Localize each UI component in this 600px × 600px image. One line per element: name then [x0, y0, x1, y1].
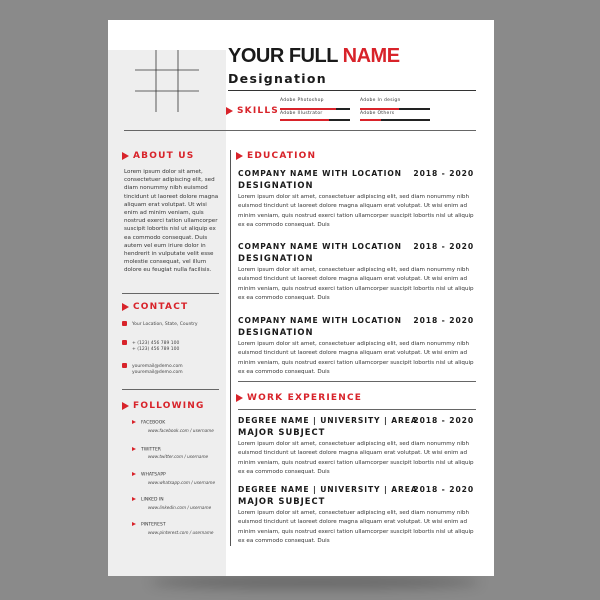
mail-icon [122, 363, 127, 368]
about-divider [122, 293, 219, 294]
follow-whatsapp[interactable]: WHATSAPP [132, 472, 166, 478]
resume-page [108, 20, 494, 576]
triangle-icon [132, 522, 136, 526]
work-heading: WORK EXPERIENCE [236, 393, 362, 403]
education-2-text: Lorem ipsum dolor sit amet, consectetuer adipiscing elit, sed diam nonummy nibh euismod tincidunt ut laoreet dolore magna aliquam erat volutpat. Ut wisi enim ad minim veniam, quis nostrud exerci tation ullamcorper suscipit lobortis nisl ut aliquip ex ea commodo consequat. Duis [238, 267, 474, 302]
photo-placeholder [135, 50, 199, 112]
skill-fill [360, 119, 381, 121]
contact-divider [122, 389, 219, 390]
triangle-icon [122, 152, 129, 160]
full-name: YOUR FULL NAME [228, 45, 400, 67]
work-2-title: DEGREE NAME | UNIVERSITY | AREA [238, 485, 418, 494]
education-2-title: COMPANY NAME WITH LOCATION [238, 242, 402, 251]
follow-whatsapp-url[interactable]: www.whatsapp.com / username [148, 480, 216, 485]
skill-others: Adobe Others [360, 111, 395, 116]
triangle-icon [132, 497, 136, 501]
following-heading: FOLLOWING [122, 401, 205, 411]
follow-pinterest[interactable]: PINTEREST [132, 522, 166, 528]
sidebar [108, 50, 226, 576]
skill-fill [280, 108, 336, 110]
skill-photoshop: Adobe Photoshop [280, 98, 324, 103]
column-divider [230, 150, 231, 546]
follow-pinterest-url[interactable]: www.pinterest.com / username [148, 530, 214, 535]
contact-email: youremail@demo.com youremail@demo.com [122, 363, 183, 376]
follow-linkedin[interactable]: LINKED IN [132, 497, 164, 503]
education-2-designation: DESIGNATION [238, 253, 314, 263]
education-2-years: 2018 - 2020 [413, 242, 474, 251]
skill-fill [360, 108, 399, 110]
follow-facebook-url[interactable]: www.facebook.com / username [148, 428, 214, 433]
education-3-designation: DESIGNATION [238, 327, 314, 337]
skill-fill [280, 119, 329, 121]
skill-bar-others [360, 119, 430, 121]
follow-linkedin-url[interactable]: www.linkedin.com / username [148, 505, 212, 510]
work-heading-rule [238, 409, 476, 410]
follow-twitter[interactable]: TWITTER [132, 447, 161, 453]
follow-twitter-url[interactable]: www.twitter.com / username [148, 454, 209, 459]
about-text: Lorem ipsum dolor sit amet, consectetuer adipiscing elit, sed diam nonummy nibh euismod tincidunt ut laoreet dolore magna aliquam erat volutpat. Ut wisi enim ad minim veniam, quis nostrud exerci tation ullamcorper suscipit lobortis nisl ut aliquip ex ea commodo consequat. Duis autem vel eum iriure dolor in hendrerit in vulputate velit esse molestie consequat, vel illum dolore eu feugiat nulla facilisis. [124, 169, 219, 274]
education-1-years: 2018 - 2020 [413, 169, 474, 178]
about-heading: ABOUT US [122, 151, 194, 161]
work-1-subject: MAJOR SUBJECT [238, 427, 326, 437]
home-icon [122, 321, 127, 326]
triangle-icon [226, 107, 233, 115]
work-1-title: DEGREE NAME | UNIVERSITY | AREA [238, 416, 418, 425]
top-divider [124, 130, 476, 131]
education-heading: EDUCATION [236, 151, 316, 161]
page-shadow [150, 575, 480, 589]
education-3-title: COMPANY NAME WITH LOCATION [238, 316, 402, 325]
contact-location: Your Location, State, Country [122, 321, 198, 328]
skill-illustrator: Adobe Illustrator [280, 111, 323, 116]
education-1-designation: DESIGNATION [238, 180, 314, 190]
header-rule [228, 90, 476, 91]
skill-bar-photoshop [280, 108, 350, 110]
skill-bar-illustrator [280, 119, 350, 121]
education-1-title: COMPANY NAME WITH LOCATION [238, 169, 402, 178]
education-3-text: Lorem ipsum dolor sit amet, consectetuer adipiscing elit, sed diam nonummy nibh euismod tincidunt ut laoreet dolore magna aliquam erat volutpat. Ut wisi enim ad minim veniam, quis nostrud exerci tation ullamcorper suscipit lobortis nisl ut aliquip ex ea commodo consequat. Duis [238, 341, 474, 376]
triangle-icon [236, 152, 243, 160]
triangle-icon [132, 472, 136, 476]
triangle-icon [122, 303, 129, 311]
triangle-icon [122, 402, 129, 410]
work-2-text: Lorem ipsum dolor sit amet, consectetuer adipiscing elit, sed diam nonummy nibh euismod tincidunt ut laoreet dolore magna aliquam erat volutpat. Ut wisi enim ad minim veniam, quis nostrud exerci tation ullamcorper suscipit lobortis nisl ut aliquip ex ea commodo consequat. Duis [238, 510, 474, 545]
skill-indesign: Adobe In design [360, 98, 401, 103]
education-3-years: 2018 - 2020 [413, 316, 474, 325]
education-1-text: Lorem ipsum dolor sit amet, consectetuer adipiscing elit, sed diam nonummy nibh euismod tincidunt ut laoreet dolore magna aliquam erat volutpat. Ut wisi enim ad minim veniam, quis nostrud exerci tation ullamcorper suscipit lobortis nisl ut aliquip ex ea commodo consequat. Duis [238, 194, 474, 229]
work-1-years: 2018 - 2020 [413, 416, 474, 425]
contact-heading: CONTACT [122, 302, 188, 312]
triangle-icon [132, 447, 136, 451]
triangle-icon [236, 394, 243, 402]
designation: Designation [228, 71, 327, 86]
work-2-subject: MAJOR SUBJECT [238, 496, 326, 506]
phone-icon [122, 340, 127, 345]
triangle-icon [132, 420, 136, 424]
skill-bar-indesign [360, 108, 430, 110]
work-2-years: 2018 - 2020 [413, 485, 474, 494]
contact-phone: + (123) 456 789 100 + (123) 456 789 100 [122, 340, 179, 353]
education-divider [238, 381, 476, 382]
follow-facebook[interactable]: FACEBOOK [132, 420, 165, 426]
work-1-text: Lorem ipsum dolor sit amet, consectetuer adipiscing elit, sed diam nonummy nibh euismod tincidunt ut laoreet dolore magna aliquam erat volutpat. Ut wisi enim ad minim veniam, quis nostrud exerci tation ullamcorper suscipit lobortis nisl ut aliquip ex ea commodo consequat. Duis [238, 441, 474, 476]
skills-heading: SKILLS [226, 106, 279, 116]
